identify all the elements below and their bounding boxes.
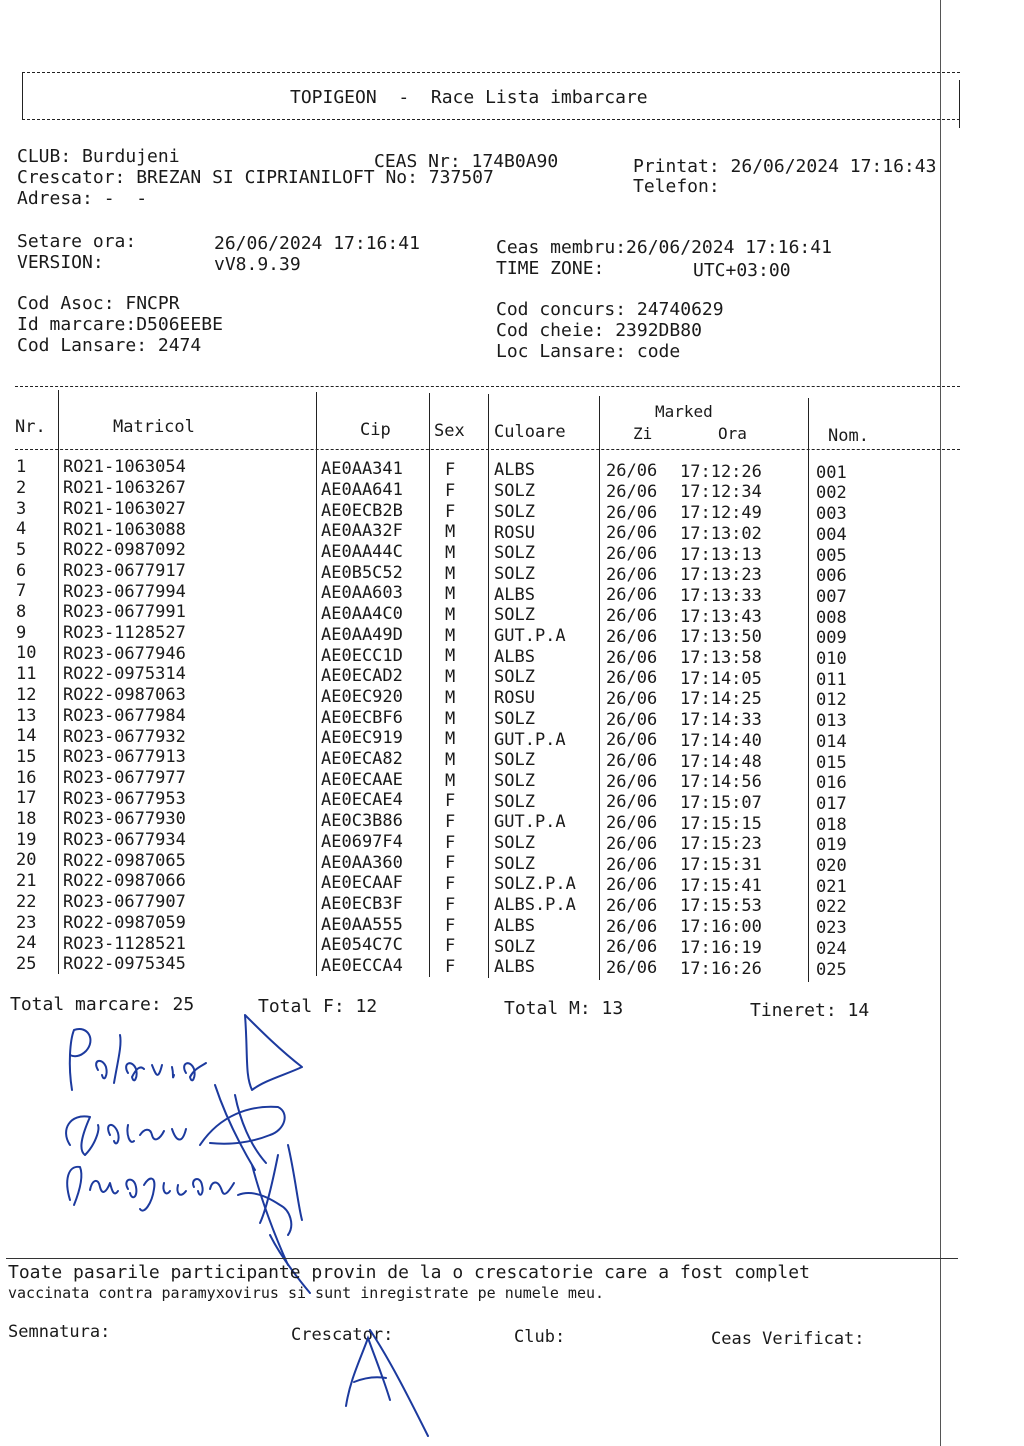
cell-culoare: SOLZ bbox=[494, 770, 535, 791]
cell-matricol: RO22-0987059 bbox=[63, 912, 186, 933]
table-row bbox=[0, 829, 960, 856]
ceas-membru: Ceas membru:26/06/2024 17:16:41 bbox=[496, 237, 832, 258]
total-f: Total F: 12 bbox=[258, 996, 378, 1017]
cell-zi: 26/06 bbox=[606, 937, 658, 958]
cell-nom: 017 bbox=[816, 793, 847, 814]
cell-sex: F bbox=[445, 915, 456, 936]
cell-zi: 26/06 bbox=[606, 688, 658, 709]
crescator-label: Crescator: BREZAN SI CIPRIANILOFT No: 737507 bbox=[17, 167, 494, 188]
crescator-initial-signature bbox=[330, 1320, 440, 1440]
cell-nom: 015 bbox=[816, 752, 847, 773]
page-title: TOPIGEON - Race Lista imbarcare bbox=[290, 87, 648, 108]
cell-culoare: SOLZ bbox=[494, 791, 535, 812]
cell-zi: 26/06 bbox=[606, 709, 658, 730]
cell-cip: AE0ECB3F bbox=[321, 893, 403, 914]
cell-sex: M bbox=[445, 667, 456, 688]
cell-zi: 26/06 bbox=[606, 916, 658, 937]
club-signature-label: Club: bbox=[514, 1327, 566, 1347]
table-row bbox=[0, 519, 960, 545]
cell-ora: 17:12:26 bbox=[680, 461, 762, 482]
table-row bbox=[0, 850, 960, 876]
timezone-label: TIME ZONE: bbox=[496, 258, 605, 279]
col-header-ora: Ora bbox=[718, 424, 747, 443]
cod-concurs: Cod concurs: 24740629 bbox=[496, 299, 724, 320]
col-header-culoare: Culoare bbox=[494, 422, 566, 442]
adresa-label: Adresa: - - bbox=[17, 188, 148, 209]
table-row bbox=[0, 643, 960, 669]
cell-matricol: RO22-0987092 bbox=[63, 540, 186, 561]
cell-zi: 26/06 bbox=[606, 626, 658, 647]
cell-matricol: RO22-0975314 bbox=[63, 664, 186, 685]
cell-culoare: ALBS bbox=[494, 915, 535, 936]
cell-culoare: ROSU bbox=[494, 688, 535, 709]
cell-cip: AE0ECA82 bbox=[321, 749, 403, 770]
cell-sex: M bbox=[445, 563, 456, 584]
cell-sex: M bbox=[445, 708, 456, 729]
cell-culoare: GUT.P.A bbox=[494, 626, 566, 647]
cell-zi: 26/06 bbox=[606, 523, 658, 544]
cell-zi: 26/06 bbox=[606, 895, 658, 916]
cell-nom: 010 bbox=[816, 649, 847, 669]
cell-sex: F bbox=[445, 956, 456, 977]
cell-culoare: ROSU bbox=[494, 522, 535, 543]
cell-zi: 26/06 bbox=[606, 461, 658, 482]
table-row bbox=[0, 560, 960, 587]
cell-sex: F bbox=[445, 874, 456, 895]
cell-zi: 26/06 bbox=[606, 647, 658, 668]
table-row bbox=[0, 933, 960, 959]
cell-nr: 8 bbox=[16, 602, 27, 622]
table-row bbox=[0, 622, 960, 649]
cell-zi: 26/06 bbox=[606, 730, 658, 751]
table-row bbox=[0, 891, 960, 918]
cell-cip: AE0697F4 bbox=[321, 831, 403, 852]
cell-sex: M bbox=[445, 584, 456, 605]
cell-culoare: SOLZ.P.A bbox=[494, 874, 576, 895]
cell-ora: 17:15:23 bbox=[680, 834, 762, 855]
handwritten-signature bbox=[40, 995, 360, 1295]
col-header-cip: Cip bbox=[360, 420, 391, 440]
cell-cip: AE0AA32F bbox=[321, 521, 403, 542]
cell-cip: AE0AA4C0 bbox=[321, 604, 403, 625]
cell-cip: AE0AA603 bbox=[321, 583, 403, 604]
col-header-nr: Nr. bbox=[15, 417, 46, 437]
cell-zi: 26/06 bbox=[606, 606, 658, 627]
cell-culoare: GUT.P.A bbox=[494, 812, 566, 833]
timezone-value: UTC+03:00 bbox=[693, 260, 791, 281]
cell-zi: 26/06 bbox=[606, 668, 658, 689]
cell-sex: M bbox=[445, 646, 456, 667]
cell-matricol: RO23-0677977 bbox=[63, 767, 186, 788]
cell-sex: F bbox=[445, 894, 456, 915]
cell-ora: 17:16:00 bbox=[680, 917, 762, 938]
cell-matricol: RO23-0677953 bbox=[63, 788, 186, 809]
cell-nr: 23 bbox=[16, 912, 37, 933]
declaration-line-1: Toate pasarile participante provin de la o crescatorie care a fost complet bbox=[8, 1262, 810, 1283]
cell-nom: 008 bbox=[816, 607, 847, 628]
cell-nom: 004 bbox=[816, 524, 847, 545]
cell-ora: 17:15:31 bbox=[680, 855, 762, 876]
id-marcare: Id marcare:D506EEBE bbox=[17, 314, 223, 335]
cell-zi: 26/06 bbox=[606, 875, 658, 896]
cod-asoc: Cod Asoc: FNCPR bbox=[17, 293, 180, 314]
club-label: CLUB: Burdujeni bbox=[17, 146, 180, 167]
cell-culoare: SOLZ bbox=[494, 708, 535, 729]
cell-nr: 25 bbox=[16, 953, 37, 974]
cell-sex: M bbox=[445, 729, 456, 750]
cell-nr: 17 bbox=[16, 788, 37, 809]
setare-ora-value: 26/06/2024 17:16:41 bbox=[214, 233, 420, 254]
cell-nr: 24 bbox=[16, 933, 37, 954]
cell-ora: 17:14:25 bbox=[680, 689, 762, 710]
col-header-marked: Marked bbox=[655, 402, 713, 421]
cell-ora: 17:13:13 bbox=[680, 544, 762, 565]
cell-matricol: RO23-0677946 bbox=[63, 643, 186, 664]
cell-cip: AE0EC919 bbox=[321, 728, 403, 749]
cell-matricol: RO21-1063088 bbox=[63, 519, 186, 540]
declaration-line-2: vaccinata contra paramyxovirus si sunt inregistrate pe numele meu. bbox=[8, 1284, 605, 1302]
cell-culoare: SOLZ bbox=[494, 543, 535, 564]
cell-nom: 005 bbox=[816, 545, 847, 566]
cell-nom: 013 bbox=[816, 711, 847, 732]
cell-cip: AE054C7C bbox=[321, 935, 403, 956]
table-row bbox=[0, 539, 960, 566]
table-row bbox=[0, 477, 960, 504]
cell-cip: AE0C3B86 bbox=[321, 811, 403, 832]
cell-ora: 17:15:41 bbox=[680, 875, 762, 896]
cell-cip: AE0ECAE4 bbox=[321, 790, 403, 811]
cell-nom: 025 bbox=[816, 959, 847, 980]
cell-cip: AE0ECC1D bbox=[321, 645, 403, 666]
cell-zi: 26/06 bbox=[606, 958, 658, 979]
header-right-border bbox=[959, 80, 960, 128]
cell-ora: 17:15:53 bbox=[680, 896, 762, 917]
cell-ora: 17:12:49 bbox=[680, 503, 762, 524]
cell-nr: 2 bbox=[16, 477, 27, 498]
table-row bbox=[0, 912, 960, 939]
cell-nr: 22 bbox=[16, 891, 37, 912]
table-row bbox=[0, 684, 960, 711]
cell-cip: AE0ECCA4 bbox=[321, 956, 403, 977]
cell-sex: F bbox=[445, 853, 456, 874]
version-label: VERSION: bbox=[17, 252, 104, 273]
cell-zi: 26/06 bbox=[606, 833, 658, 854]
cell-cip: AE0AA555 bbox=[321, 914, 403, 935]
table-row bbox=[0, 457, 960, 483]
cell-zi: 26/06 bbox=[606, 792, 658, 813]
cell-nr: 4 bbox=[16, 519, 27, 540]
cell-nom: 014 bbox=[816, 731, 847, 752]
cell-sex: F bbox=[445, 812, 456, 832]
cell-culoare: SOLZ bbox=[494, 833, 535, 854]
cell-sex: M bbox=[445, 605, 456, 625]
cell-culoare: ALBS bbox=[494, 584, 535, 605]
cell-culoare: SOLZ bbox=[494, 853, 535, 874]
cell-zi: 26/06 bbox=[606, 544, 658, 565]
cell-sex: M bbox=[445, 542, 456, 563]
cell-zi: 26/06 bbox=[606, 585, 658, 606]
cell-nr: 7 bbox=[16, 581, 27, 602]
cell-nom: 007 bbox=[816, 586, 847, 607]
cell-cip: AE0AA341 bbox=[321, 459, 403, 480]
cell-sex: F bbox=[445, 832, 456, 853]
cell-nr: 3 bbox=[16, 498, 27, 519]
cell-nom: 009 bbox=[816, 628, 847, 649]
cell-nom: 018 bbox=[816, 814, 847, 835]
cell-sex: F bbox=[445, 480, 456, 501]
cell-nom: 021 bbox=[816, 876, 847, 897]
cell-ora: 17:13:50 bbox=[680, 627, 762, 648]
cell-nom: 003 bbox=[816, 504, 847, 525]
cell-nr: 15 bbox=[16, 746, 37, 767]
version-value: vV8.9.39 bbox=[214, 254, 301, 275]
footer-rule bbox=[6, 1258, 958, 1259]
cell-nom: 011 bbox=[816, 669, 847, 690]
cell-nr: 16 bbox=[16, 767, 37, 788]
cell-sex: M bbox=[445, 625, 456, 646]
cell-culoare: SOLZ bbox=[494, 667, 535, 688]
cell-ora: 17:15:07 bbox=[680, 792, 762, 813]
cell-zi: 26/06 bbox=[606, 854, 658, 875]
telefon-label: Telefon: bbox=[633, 176, 720, 197]
table-row bbox=[0, 498, 960, 525]
table-row bbox=[0, 871, 960, 897]
cell-cip: AE0EC920 bbox=[321, 686, 403, 707]
cell-matricol: RO23-0677932 bbox=[63, 726, 186, 747]
cell-culoare: ALBS bbox=[494, 646, 535, 667]
table-row bbox=[0, 953, 960, 980]
cell-ora: 17:13:58 bbox=[680, 648, 762, 669]
cell-cip: AE0AA44C bbox=[321, 542, 403, 563]
cell-ora: 17:14:40 bbox=[680, 730, 762, 751]
cell-zi: 26/06 bbox=[606, 813, 658, 834]
cell-nr: 13 bbox=[16, 705, 37, 726]
cell-matricol: RO21-1063267 bbox=[63, 478, 186, 499]
cell-nom: 001 bbox=[816, 462, 847, 483]
cell-matricol: RO22-0975345 bbox=[63, 954, 186, 975]
cell-matricol: RO23-1128527 bbox=[63, 623, 186, 644]
cell-matricol: RO22-0987063 bbox=[63, 685, 186, 706]
cod-cheie: Cod cheie: 2392DB80 bbox=[496, 320, 702, 341]
cell-matricol: RO23-0677917 bbox=[63, 560, 186, 581]
cell-culoare: SOLZ bbox=[494, 481, 535, 502]
cell-matricol: RO22-0987065 bbox=[63, 850, 186, 871]
table-row bbox=[0, 602, 960, 628]
cell-nom: 022 bbox=[816, 897, 847, 918]
cell-matricol: RO22-0987066 bbox=[63, 871, 186, 892]
cell-zi: 26/06 bbox=[606, 564, 658, 585]
table-row bbox=[0, 581, 960, 607]
table-top-border bbox=[15, 386, 960, 387]
cell-ora: 17:14:33 bbox=[680, 710, 762, 731]
cell-nr: 10 bbox=[16, 643, 37, 664]
cell-culoare: SOLZ bbox=[494, 563, 535, 584]
cell-nom: 016 bbox=[816, 773, 847, 794]
table-row bbox=[0, 767, 960, 794]
col-header-matricol: Matricol bbox=[113, 417, 195, 437]
cell-sex: M bbox=[445, 770, 456, 791]
cell-nom: 002 bbox=[816, 483, 847, 504]
cell-nom: 012 bbox=[816, 690, 847, 711]
cell-nr: 9 bbox=[16, 622, 27, 643]
cell-matricol: RO23-0677994 bbox=[63, 581, 186, 602]
cell-matricol: RO21-1063054 bbox=[63, 457, 186, 478]
cell-zi: 26/06 bbox=[606, 502, 658, 523]
cell-matricol: RO23-0677984 bbox=[63, 705, 186, 726]
cell-sex: M bbox=[445, 749, 456, 770]
cell-nr: 18 bbox=[16, 809, 37, 829]
cell-ora: 17:12:34 bbox=[680, 482, 762, 503]
cell-ora: 17:13:33 bbox=[680, 585, 762, 606]
cell-ora: 17:14:05 bbox=[680, 668, 762, 689]
setare-ora-label: Setare ora: bbox=[17, 231, 137, 252]
cell-ora: 17:16:19 bbox=[680, 937, 762, 958]
cell-sex: F bbox=[445, 791, 456, 812]
cell-cip: AE0ECAD2 bbox=[321, 666, 403, 687]
total-m: Total M: 13 bbox=[504, 998, 624, 1019]
cell-nr: 12 bbox=[16, 684, 37, 705]
cell-cip: AE0AA641 bbox=[321, 479, 403, 500]
cell-nr: 20 bbox=[16, 850, 37, 871]
cell-nom: 019 bbox=[816, 835, 847, 856]
tineret-count: Tineret: 14 bbox=[750, 1000, 870, 1021]
cell-culoare: SOLZ bbox=[494, 605, 535, 626]
cell-matricol: RO21-1063027 bbox=[63, 498, 186, 519]
cell-nom: 023 bbox=[816, 918, 847, 939]
cell-culoare: ALBS.P.A bbox=[494, 895, 576, 916]
cell-culoare: SOLZ bbox=[494, 750, 535, 771]
cell-nr: 6 bbox=[16, 560, 27, 581]
cell-sex: F bbox=[445, 460, 456, 481]
cell-matricol: RO23-0677907 bbox=[63, 892, 186, 913]
cell-culoare: SOLZ bbox=[494, 501, 535, 522]
cell-ora: 17:14:48 bbox=[680, 751, 762, 772]
crescator-signature-label: Crescator: bbox=[291, 1325, 394, 1345]
cell-zi: 26/06 bbox=[606, 771, 658, 792]
cell-sex: F bbox=[445, 501, 456, 522]
table-row bbox=[0, 705, 960, 732]
table-row bbox=[0, 809, 960, 835]
cell-nom: 006 bbox=[816, 566, 847, 587]
ceas-verificat-label: Ceas Verificat: bbox=[711, 1329, 865, 1349]
total-marcare: Total marcare: 25 bbox=[10, 994, 195, 1015]
table-row bbox=[0, 788, 960, 814]
semnatura-label: Semnatura: bbox=[8, 1322, 111, 1342]
cell-nom: 020 bbox=[816, 856, 847, 876]
cell-culoare: SOLZ bbox=[494, 936, 535, 957]
cell-cip: AE0ECAAF bbox=[321, 873, 403, 894]
cell-matricol: RO23-1128521 bbox=[63, 933, 186, 954]
cell-nr: 19 bbox=[16, 829, 37, 850]
cell-ora: 17:13:02 bbox=[680, 523, 762, 544]
cell-matricol: RO23-0677930 bbox=[63, 809, 186, 830]
ceas-number: CEAS Nr: 174B0A90 bbox=[374, 151, 559, 172]
cell-nr: 14 bbox=[16, 726, 37, 747]
cell-cip: AE0AA360 bbox=[321, 852, 403, 873]
col-header-zi: Zi bbox=[633, 424, 653, 443]
cell-sex: F bbox=[445, 936, 456, 957]
cell-cip: AE0ECAAE bbox=[321, 769, 403, 790]
cell-sex: M bbox=[445, 687, 456, 708]
cod-lansare: Cod Lansare: 2474 bbox=[17, 335, 202, 356]
cell-sex: M bbox=[445, 522, 456, 543]
cell-nr: 11 bbox=[16, 664, 37, 685]
cell-nr: 1 bbox=[16, 457, 27, 478]
cell-nr: 21 bbox=[16, 871, 37, 892]
table-row bbox=[0, 664, 960, 690]
cell-culoare: ALBS bbox=[494, 460, 535, 481]
cell-culoare: ALBS bbox=[494, 957, 535, 978]
table-row bbox=[0, 726, 960, 752]
printat-timestamp: Printat: 26/06/2024 17:16:43 bbox=[633, 156, 937, 177]
cell-matricol: RO23-0677991 bbox=[63, 602, 186, 623]
cell-culoare: GUT.P.A bbox=[494, 729, 566, 750]
cell-cip: AE0AA49D bbox=[321, 624, 403, 645]
cell-zi: 26/06 bbox=[606, 751, 658, 772]
header-left-border bbox=[22, 72, 23, 120]
cell-ora: 17:14:56 bbox=[680, 772, 762, 793]
cell-ora: 17:13:23 bbox=[680, 565, 762, 586]
cell-zi: 26/06 bbox=[606, 481, 658, 502]
cell-cip: AE0ECBF6 bbox=[321, 707, 403, 728]
cell-nr: 5 bbox=[16, 539, 27, 560]
header-bottom-border bbox=[22, 119, 960, 120]
header-top-border bbox=[22, 72, 960, 73]
cell-ora: 17:15:15 bbox=[680, 813, 762, 834]
cell-nom: 024 bbox=[816, 938, 847, 959]
cell-matricol: RO23-0677934 bbox=[63, 830, 186, 851]
col-header-nom: Nom. bbox=[828, 426, 869, 446]
loc-lansare: Loc Lansare: code bbox=[496, 341, 681, 362]
col-header-sex: Sex bbox=[434, 421, 465, 441]
cell-ora: 17:16:26 bbox=[680, 958, 762, 979]
cell-cip: AE0B5C52 bbox=[321, 562, 403, 583]
cell-matricol: RO23-0677913 bbox=[63, 747, 186, 768]
cell-cip: AE0ECB2B bbox=[321, 500, 403, 521]
cell-ora: 17:13:43 bbox=[680, 606, 762, 627]
table-row bbox=[0, 746, 960, 773]
